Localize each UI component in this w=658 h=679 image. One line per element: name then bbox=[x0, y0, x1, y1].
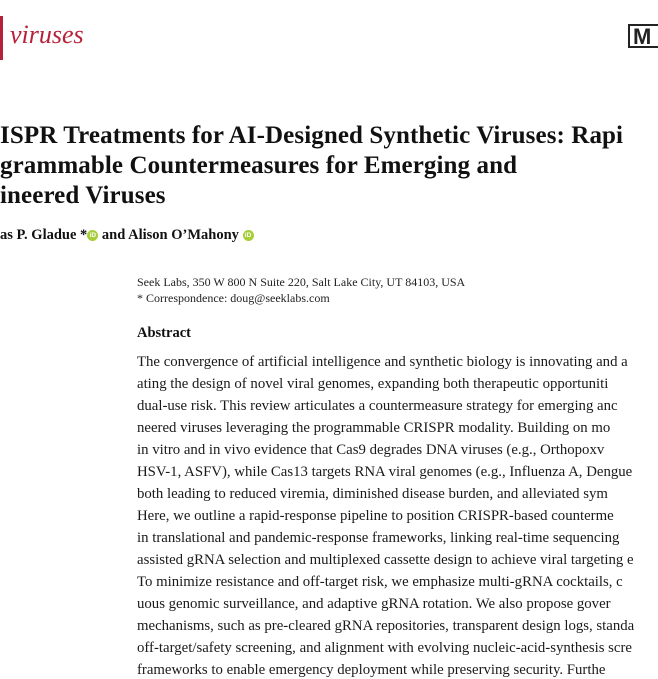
abstract-line: in translational and pandemic-response frameworks, linking real-time sequencing bbox=[137, 530, 620, 546]
correspondence: * Correspondence: doug@seeklabs.com bbox=[137, 291, 330, 305]
abstract-line: Here, we outline a rapid-response pipeline to position CRISPR-based counterme bbox=[137, 508, 614, 524]
title-line-2: grammable Countermeasures for Emerging and bbox=[0, 152, 518, 179]
orcid-icon[interactable]: iD bbox=[87, 230, 98, 241]
title-line-1: ISPR Treatments for AI-Designed Synthetic Viruses: Rapi bbox=[0, 122, 624, 149]
journal-name: viruses bbox=[10, 20, 84, 49]
abstract-line: HSV-1, ASFV), while Cas13 targets RNA viral genomes (e.g., Influenza A, Dengue bbox=[137, 464, 633, 480]
abstract-line: both leading to reduced viremia, diminished disease burden, and alleviated sym bbox=[137, 486, 608, 502]
author-list bbox=[0, 227, 254, 244]
orcid-icon[interactable]: iD bbox=[243, 230, 254, 241]
abstract-line: uous genomic surveillance, and adaptive gRNA rotation. We also propose gover bbox=[137, 596, 611, 612]
publisher-logo-text: M bbox=[633, 24, 652, 49]
abstract-line: ating the design of novel viral genomes, expanding both therapeutic opportuniti bbox=[137, 376, 609, 392]
abstract-line: mechanisms, such as pre-cleared gRNA repositories, transparent design logs, standa bbox=[137, 618, 635, 634]
journal-accent-bar bbox=[0, 16, 3, 60]
author-name-1: as P. Gladue * bbox=[0, 227, 88, 243]
abstract-line: dual-use risk. This review articulates a countermeasure strategy for emerging anc bbox=[137, 398, 618, 414]
abstract-line: assisted gRNA selection and multiplexed cassette design to achieve viral targeting e bbox=[137, 552, 634, 568]
abstract-line: neered viruses leveraging the programmable CRISPR modality. Building on mo bbox=[137, 420, 611, 436]
publisher-logo bbox=[628, 24, 658, 48]
affiliation: Seek Labs, 350 W 800 N Suite 220, Salt Lake City, UT 84103, USA bbox=[137, 275, 466, 289]
abstract-line: off-target/safety screening, and alignment with evolving nucleic-acid-synthesis scre bbox=[137, 640, 632, 656]
title-line-3: ineered Viruses bbox=[0, 182, 166, 209]
abstract-line: To minimize resistance and off-target risk, we emphasize multi-gRNA cocktails, c bbox=[137, 574, 623, 590]
abstract-line: The convergence of artificial intelligence and synthetic biology is innovating and a bbox=[137, 354, 628, 370]
abstract-line: in vitro and in vivo evidence that Cas9 degrades DNA viruses (e.g., Orthopoxv bbox=[137, 442, 605, 458]
abstract-heading: Abstract bbox=[137, 325, 191, 341]
abstract-line: frameworks to enable emergency deployment while preserving security. Furthe bbox=[137, 662, 606, 678]
author-connector: and Alison O’Mahony bbox=[98, 227, 243, 243]
